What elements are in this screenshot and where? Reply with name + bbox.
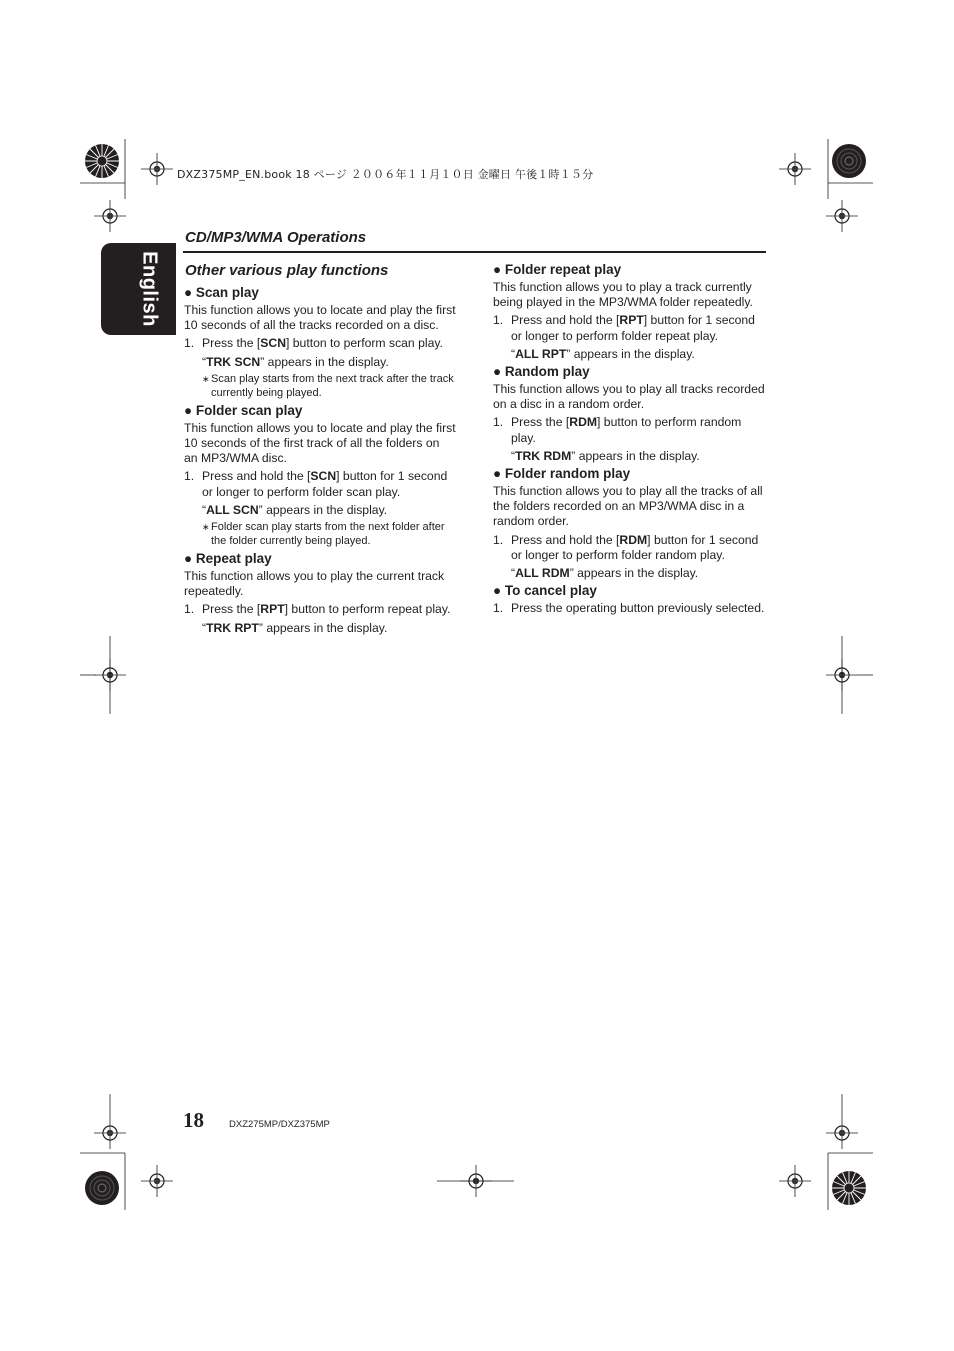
folder-repeat-play-step [493,313,765,343]
folder-scan-play-description: This function allows you to locate and play the first 10 seconds of the first track of all the folders on an MP3/WMA disc. [184,420,456,466]
random-play-description: This function allows you to play all tracks recorded on a disc in a random order. [493,382,765,412]
scan-play-description: This function allows you to locate and play the first 10 seconds of all the tracks recorded on a disc. [184,303,456,333]
repeat-play-step [184,602,456,617]
random-play-display-text [493,449,765,464]
left-column [184,262,456,638]
right-column [493,262,765,619]
language-tab-label: English [138,251,161,327]
repeat-play-block [184,551,456,636]
display-text: ” appears in the display. [571,448,700,463]
crosshair-mark [826,200,858,232]
display-text: ” appears in the display. [258,620,388,635]
button-key: RPT [260,602,285,617]
button-key: RDM [619,532,648,547]
step-text: Press the [ [511,415,570,430]
folder-scan-play-display-text [184,503,456,518]
scan-play-step [184,336,456,351]
display-indicator: ALL RPT [515,346,567,361]
step-number: 1. [493,313,504,328]
step-number: 1. [184,469,195,484]
scan-play-heading: ● Scan play [184,285,259,300]
button-key: RPT [619,313,644,328]
folder-random-play-description: This function allows you to play all the tracks of all the folders recorded on an MP3/WMA disc in a random order. [493,484,763,529]
note-asterisk: ∗ [202,373,210,384]
language-side-tab [101,243,176,335]
crosshair-mark [779,153,811,185]
quote-mark: “ [511,566,516,581]
step-text: ] button to perform random play. [511,415,742,445]
display-indicator: TRK RPT [206,620,259,635]
display-text: ” appears in the display. [258,502,388,517]
display-indicator: ALL RDM [515,566,570,581]
crosshair-mark [779,1165,811,1197]
step-number: 1. [493,415,504,430]
step-number: 1. [184,602,195,617]
step-text: ] button for 1 second or longer to perform folder scan play. [202,469,448,499]
starburst-mark-bottom-right [832,1171,866,1205]
print-header-file-info: DXZ375MP_EN.book 18 ページ ２００６年１１月１０日 金曜日 午後１時１５分 [177,168,594,181]
section-title: CD/MP3/WMA Operations [185,229,367,246]
folder-repeat-play-block [493,262,765,362]
quote-mark: “ [511,448,516,463]
step-number: 1. [493,532,504,547]
folder-repeat-play-heading: ● Folder repeat play [493,262,622,277]
folder-random-play-heading: ● Folder random play [493,466,631,482]
crosshair-mark [94,200,126,232]
step-text: Press the [ [202,336,261,351]
disc-mark-top-right [832,144,866,178]
folder-scan-play-step [184,469,456,499]
repeat-play-display-text [184,621,456,636]
cancel-play-step [493,601,765,616]
display-text: ” appears in the display. [566,346,695,361]
display-indicator: TRK SCN [206,354,261,369]
button-key: RDM [569,415,598,430]
crosshair-mark [141,153,173,185]
folder-random-play-block [493,466,765,581]
note-text: Scan play starts from the next track after the track currently being played. [211,372,454,399]
random-play-block [493,364,765,464]
step-text: ] button to perform repeat play. [284,602,451,617]
scan-play-display-text [184,355,456,370]
button-key: SCN [310,469,337,484]
note-text: Folder scan play starts from the next folder after the folder currently being played. [211,521,445,548]
folder-scan-play-heading: ● Folder scan play [184,402,303,418]
folder-repeat-play-display-text [493,347,765,362]
model-number: DXZ275MP/DXZ375MP [229,1119,330,1130]
step-text: Press the [ [202,602,261,617]
cancel-play-heading: ● To cancel play [493,583,597,599]
random-play-step [493,415,765,445]
display-indicator: ALL SCN [206,502,259,517]
folder-random-play-display-text [493,566,765,581]
section-title-rule [183,251,766,253]
step-number: 1. [493,601,504,616]
page-number: 18 [183,1108,204,1132]
step-text: Press and hold the [ [202,469,311,484]
button-key: SCN [260,336,286,351]
display-text: ” appears in the display. [260,354,389,369]
cancel-play-block [493,583,765,616]
step-number: 1. [184,336,195,351]
scan-play-block [184,285,456,400]
quote-mark: “ [202,502,207,517]
folder-repeat-play-description: This function allows you to play a track currently being played in the MP3/WMA folder repeatedly. [493,280,753,310]
quote-mark: “ [511,346,516,361]
disc-mark-bottom-left [85,1171,119,1205]
repeat-play-heading: ● Repeat play [184,551,272,567]
step-text: Press and hold the [ [511,313,620,328]
step-text: ] button for 1 second or longer to perform folder repeat play. [511,313,755,343]
crosshair-mark [141,1165,173,1197]
starburst-mark-top-left [85,144,119,178]
display-text: ” appears in the display. [569,566,699,581]
folder-scan-play-note [184,520,456,548]
crosshair-mark [94,1117,126,1149]
repeat-play-description: This function allows you to play the current track repeatedly. [184,569,445,599]
quote-mark: “ [202,354,207,369]
step-text: ] button for 1 second or longer to perform folder random play. [511,532,759,562]
step-text: ] button to perform scan play. [286,336,443,351]
crosshair-mark [826,1117,858,1149]
folder-scan-play-block [184,403,456,548]
display-indicator: TRK RDM [515,448,572,463]
subsection-title: Other various play functions [185,262,389,279]
step-text: Press and hold the [ [511,532,620,547]
scan-play-note [184,372,456,400]
random-play-heading: ● Random play [493,364,590,380]
folder-random-play-step [493,533,765,563]
quote-mark: “ [202,620,207,635]
note-asterisk: ∗ [202,522,210,533]
step-text: Press the operating button previously selected. [511,601,765,616]
